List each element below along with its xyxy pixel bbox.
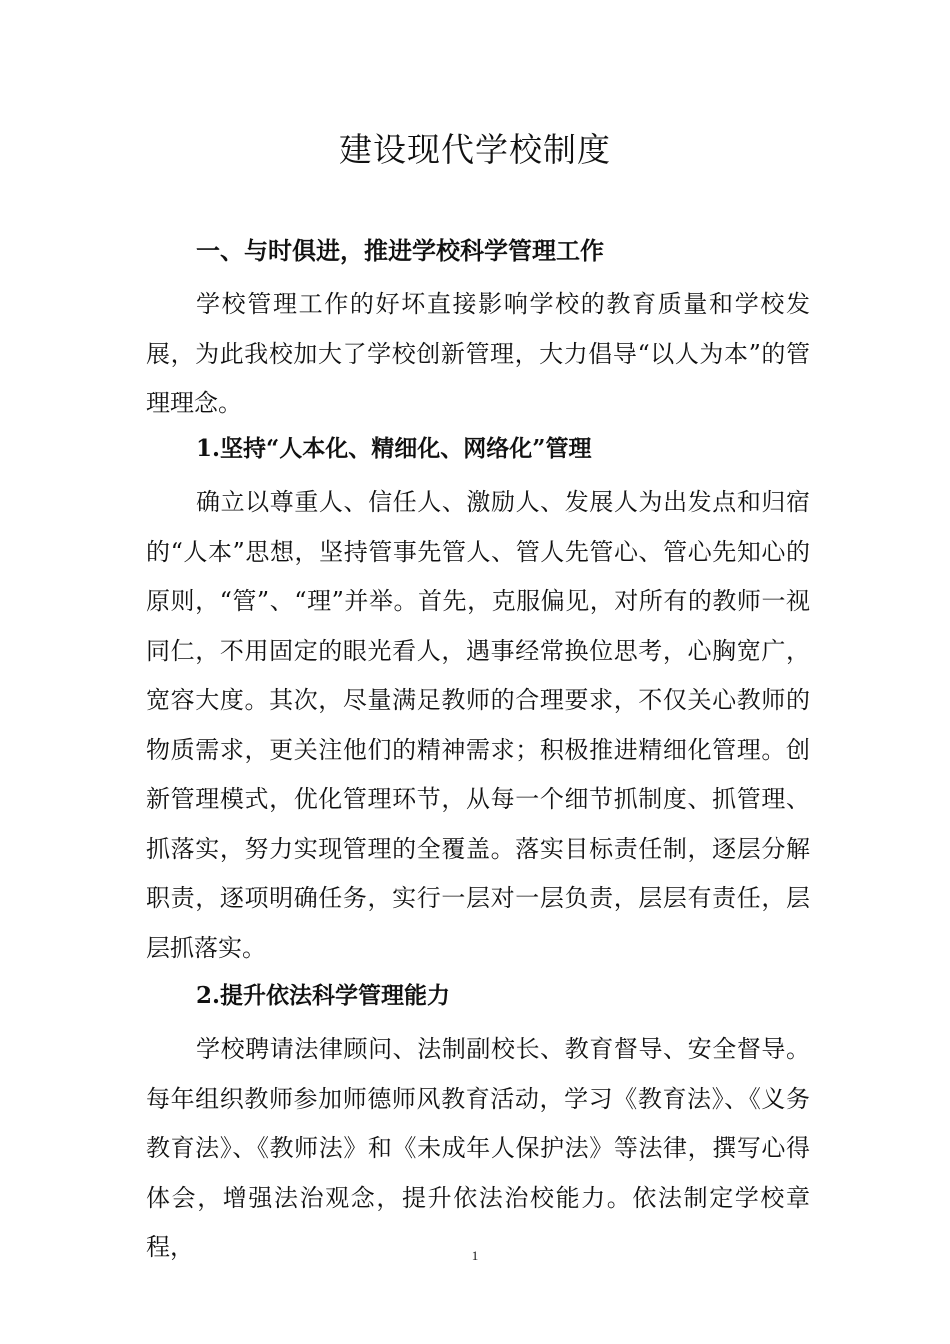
subsection-paragraph-2: 学校聘请法律顾问、法制副校长、教育督导、安全督导。每年组织教师参加师德师风教育活动，学习《教育法》、《义务教育法》、《教师法》和《未成年人保护法》等法律，撰写心得体会，增强法治观念，提升依法治校能力。依法制定学校章程， bbox=[146, 1035, 810, 1261]
document-title: 建设现代学校制度 bbox=[339, 130, 611, 169]
subsection-heading-1: 1.坚持“人本化、精细化、网络化”管理 bbox=[196, 435, 592, 462]
page-number: 1 bbox=[471, 1248, 479, 1263]
subsection-heading-2: 2.提升依法科学管理能力 bbox=[196, 982, 451, 1009]
intro-paragraph: 学校管理工作的好坏直接影响学校的教育质量和学校发展，为此我校加大了学校创新管理，大力倡导“以人为本”的管理理念。 bbox=[146, 290, 810, 417]
subsection-paragraph-1: 确立以尊重人、信任人、激励人、发展人为出发点和归宿的“人本”思想，坚持管事先管人、管人先管心、管心先知心的原则，“管”、“理”并举。首先，克服偏见，对所有的教师一视同仁，不用固定的眼光看人，遇事经常换位思考，心胸宽广，宽容大度。其次，尽量满足教师的合理要求，不仅关心教师的物质需求，更关注他们的精神需求；积极推进精细化管理。创新管理模式，优化管理环节，从每一个细节抓制度、抓管理、抓落实，努力实现管理的全覆盖。落实目标责任制，逐层分解职责，逐项明确任务，实行一层对一层负责，层层有责任，层层抓落实。 bbox=[146, 488, 810, 962]
section-heading: 一、与时俱进，推进学校科学管理工作 bbox=[196, 237, 604, 265]
